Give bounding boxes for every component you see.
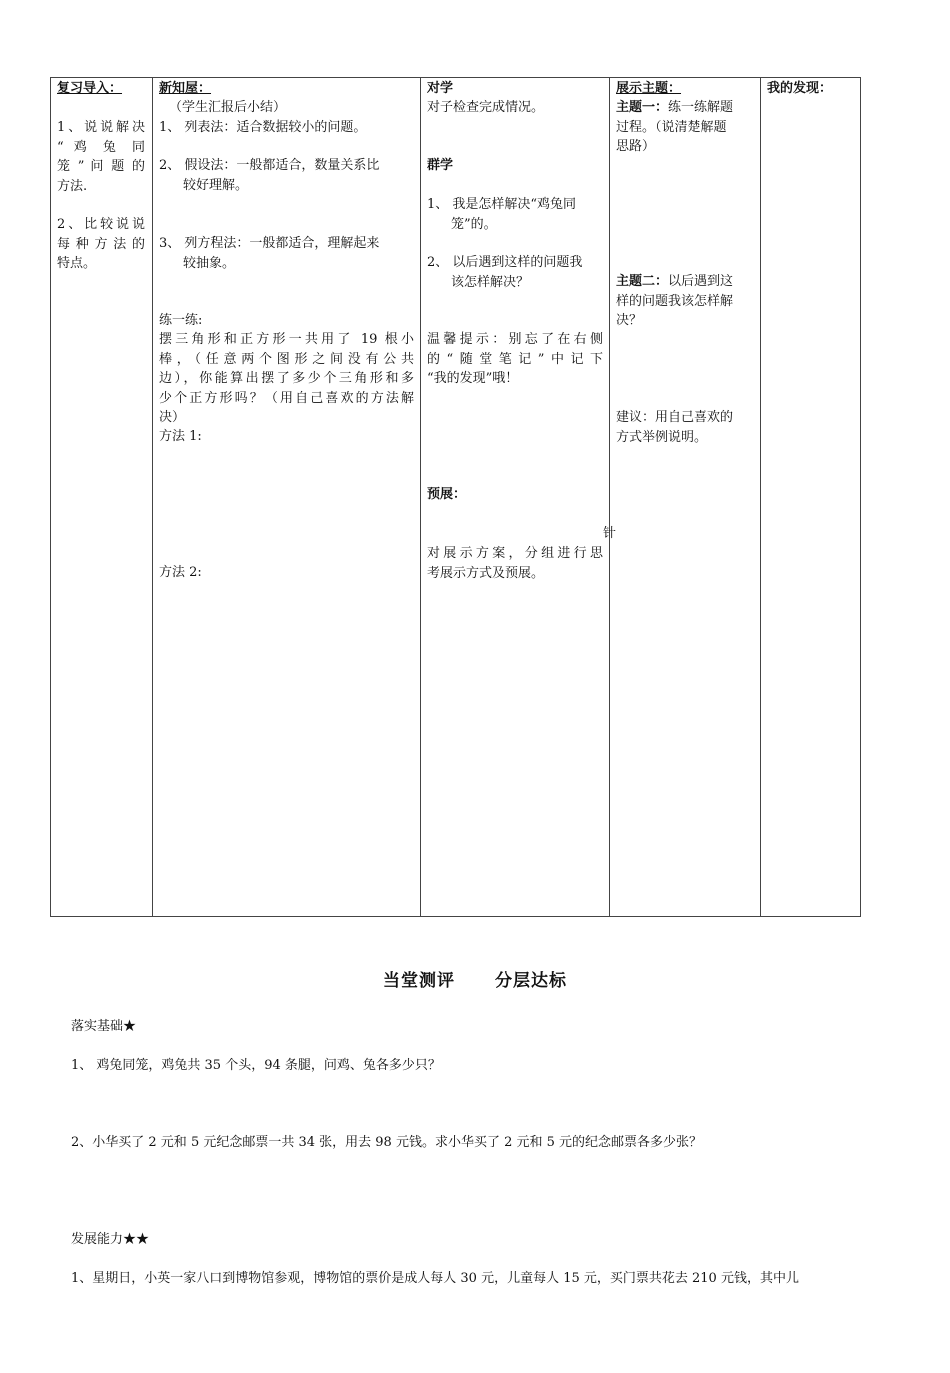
new-knowledge-header: 新知屋：	[159, 81, 212, 96]
group-item-1a: 1、 我是怎样解决“鸡兔同	[427, 197, 577, 212]
question-3: 1、星期日，小英一家八口到博物馆参观，博物馆的票价是成人每人 30 元，儿童每人 15 元，买门票共花去 210 元钱，其中儿	[71, 1271, 799, 1286]
stray-character: 针	[603, 526, 617, 541]
question-2: 2、小华买了 2 元和 5 元纪念邮票一共 34 张，用去 98 元钱。求小华买了 2 元和 5 元的纪念邮票各多少张？	[71, 1135, 703, 1150]
review-header: 复习导入：	[57, 81, 123, 96]
learning-column	[420, 78, 609, 916]
group-item-2b: 该怎样解决？	[451, 275, 530, 290]
method-list-3a: 3、 列方程法：一般都适合，理解起来	[159, 236, 380, 251]
pair-learning-text: 对子检查完成情况。	[427, 100, 545, 115]
method-list-1: 1、 列表法：适合数据较小的问题。	[159, 120, 367, 135]
topic-1: 主题一：练一练解题 过程。（说清楚解题 思路）	[616, 100, 734, 154]
preview-text: 对展示方案，分组进行思 考展示方式及预展。	[427, 546, 603, 581]
method-2-label: 方法 2:	[159, 565, 202, 580]
review-item-1: 1、说说解决 “ 鸡 兔 同 笼 ” 问 题 的 方法.	[57, 120, 145, 194]
group-item-2a: 2、 以后遇到这样的问题我	[427, 255, 583, 270]
practice-title: 练一练:	[159, 313, 203, 328]
assessment-title: 当堂测评 分层达标	[383, 971, 567, 991]
preview-header: 预展：	[427, 487, 467, 502]
method-list-3b: 较抽象。	[183, 256, 236, 271]
lesson-table	[50, 77, 861, 917]
practice-question: 摆三角形和正方形一共用了 19 根小 棒，（任意两个图形之间没有公共 边），你能算出摆了多少个三角形和多 少个正方形吗？（用自己喜欢的方法解 决）	[159, 332, 414, 425]
findings-column	[760, 78, 860, 916]
method-1-label: 方法 1:	[159, 429, 202, 444]
findings-header: 我的发现：	[767, 81, 833, 96]
review-column	[51, 78, 152, 916]
review-item-2: 2、比较说说 每 种 方 法 的 特点。	[57, 217, 145, 271]
group-item-1b: 笼”的。	[451, 217, 497, 232]
new-knowledge-sub: （学生汇报后小结）	[169, 100, 287, 115]
pair-learning-header: 对学	[427, 81, 454, 96]
topic-2: 主题二：以后遇到这 样的问题我该怎样解 决？	[616, 274, 734, 328]
topics-header: 展示主题：	[616, 81, 682, 96]
topics-column	[609, 78, 760, 916]
group-learning-header: 群学	[427, 158, 454, 173]
level-advanced: 发展能力★★	[71, 1232, 150, 1247]
method-list-2b: 较好理解。	[183, 178, 249, 193]
suggestion: 建议：用自己喜欢的 方式举例说明。	[616, 410, 734, 445]
question-1: 1、 鸡兔同笼，鸡兔共 35 个头，94 条腿，问鸡、兔各多少只？	[71, 1058, 441, 1073]
level-basic: 落实基础★	[71, 1019, 137, 1034]
method-list-2a: 2、 假设法：一般都适合，数量关系比	[159, 158, 380, 173]
tip-text: 温馨提示：别忘了在右侧 的“随堂笔记”中记下 “我的发现”哦！	[427, 332, 603, 386]
new-knowledge-column	[152, 78, 420, 916]
